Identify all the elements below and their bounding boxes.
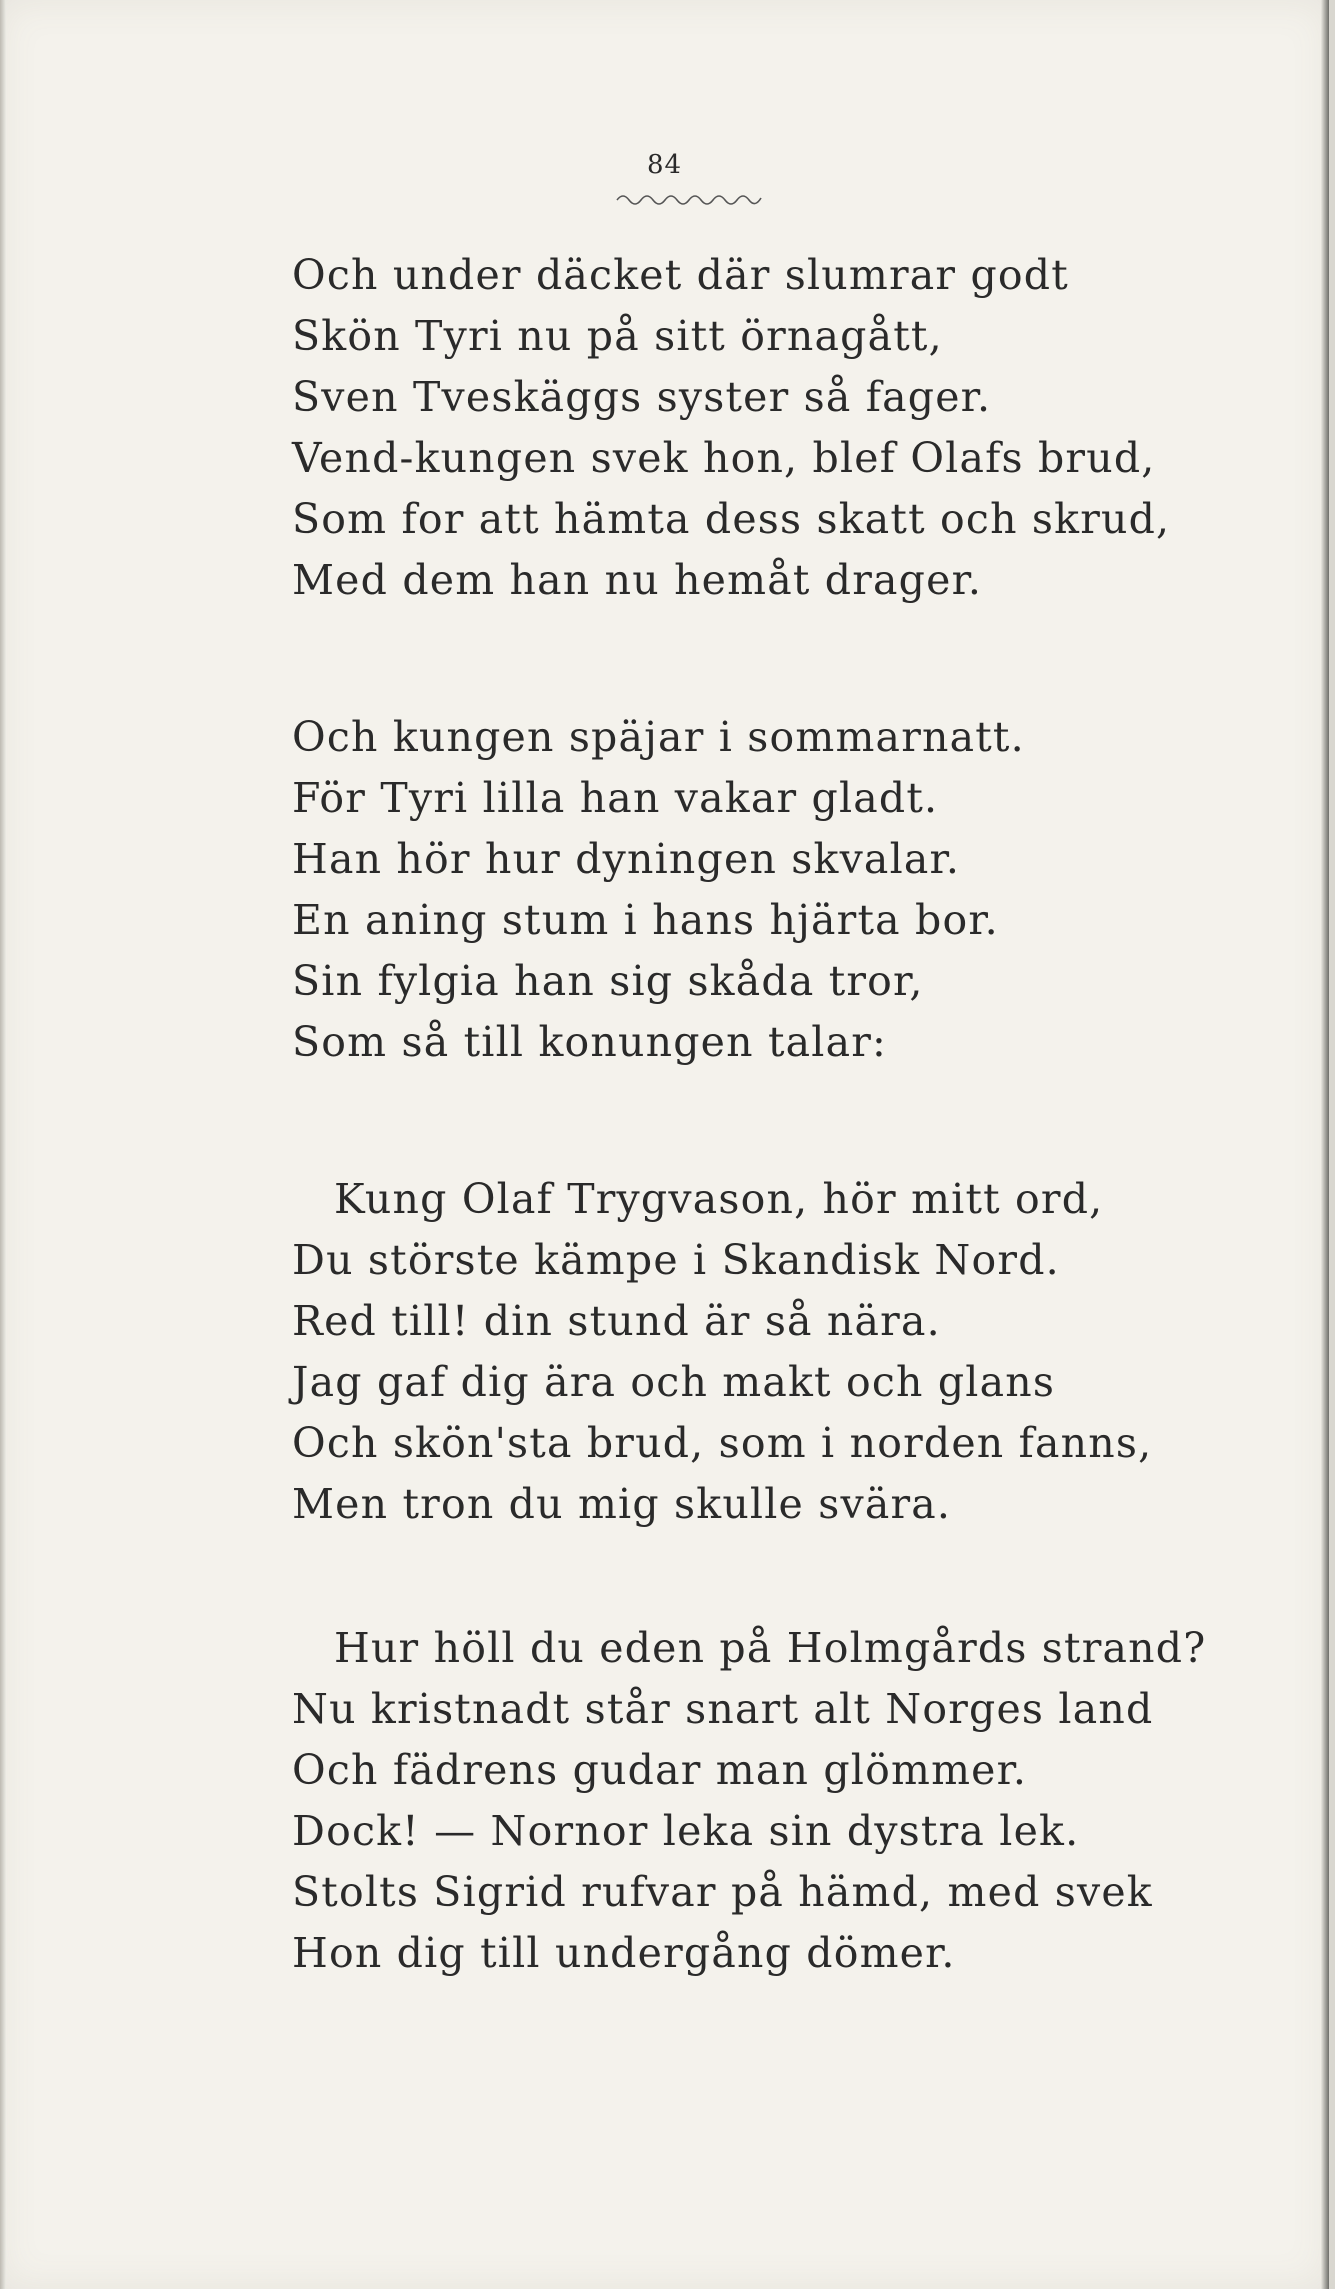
stanza-line: Hon dig till undergång dömer. xyxy=(292,1929,956,1977)
stanza-line: Hur höll du eden på Holmgårds strand? xyxy=(334,1624,1207,1672)
stanza-line: Stolts Sigrid rufvar på hämd, med svek xyxy=(292,1868,1153,1916)
page-number: 84 xyxy=(646,150,683,180)
stanza-line: Jag gaf dig ära och makt och glans xyxy=(292,1358,1056,1406)
stanza-line: Och under däcket där slumrar godt xyxy=(292,251,1069,299)
stanza-line: Dock! — Nornor leka sin dystra lek. xyxy=(292,1807,1080,1855)
page-right-edge xyxy=(1321,0,1329,2289)
page-left-edge xyxy=(0,0,6,2289)
stanza-line: För Tyri lilla han vakar gladt. xyxy=(292,774,939,822)
stanza-line: Red till! din stund är så nära. xyxy=(292,1297,941,1345)
stanza-line: Som for att hämta dess skatt och skrud, xyxy=(292,495,1171,543)
stanza-line: Sin fylgia han sig skåda tror, xyxy=(292,957,924,1005)
stanza-line: Nu kristnadt står snart alt Norges land xyxy=(292,1685,1154,1733)
wavy-ornament-icon xyxy=(615,190,765,206)
stanza-line: Och kungen späjar i sommarnatt. xyxy=(292,713,1025,761)
stanza-line: Men tron du mig skulle svära. xyxy=(292,1480,952,1528)
stanza-line: Han hör hur dyningen skvalar. xyxy=(292,835,961,883)
stanza-line: Med dem han nu hemåt drager. xyxy=(292,556,983,604)
stanza-line: Sven Tveskäggs syster så fager. xyxy=(292,373,992,421)
stanza-line: Och skön'sta brud, som i norden fanns, xyxy=(292,1419,1153,1467)
stanza-line: Kung Olaf Trygvason, hör mitt ord, xyxy=(334,1175,1104,1223)
stanza-line: Vend-kungen svek hon, blef Olafs brud, xyxy=(292,434,1156,482)
stanza-line: Och fädrens gudar man glömmer. xyxy=(292,1746,1028,1794)
stanza-line: Du störste kämpe i Skandisk Nord. xyxy=(292,1236,1060,1284)
stanza-line: Skön Tyri nu på sitt örnagått, xyxy=(292,312,943,360)
stanza-line: Som så till konungen talar: xyxy=(292,1018,888,1066)
stanza-line: En aning stum i hans hjärta bor. xyxy=(292,896,999,944)
